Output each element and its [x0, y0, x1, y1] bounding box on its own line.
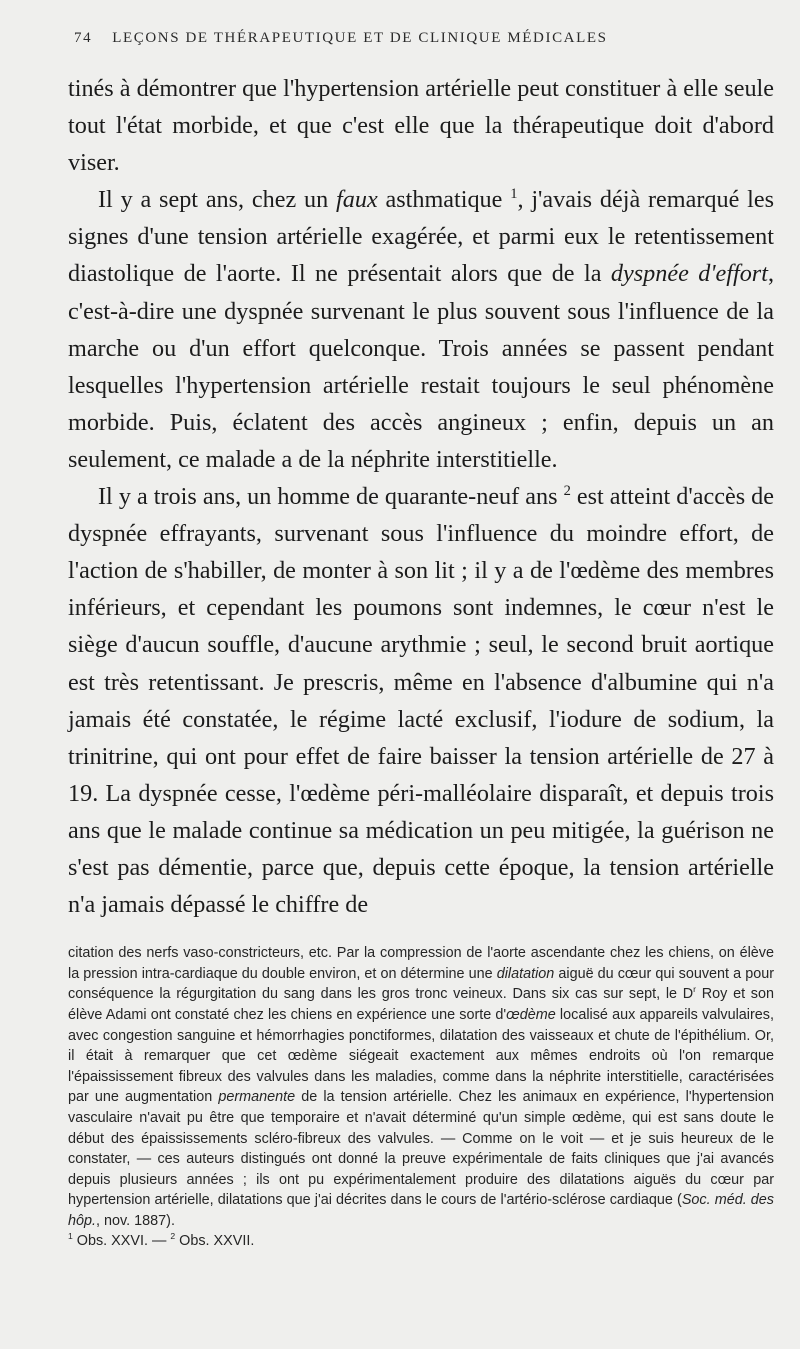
- footnotes: [68, 943, 774, 1252]
- footnote-continuation: citation des nerfs vaso-constricteurs, etc. Par la compression de l'aorte ascendante chez les chiens, on élève la pression intra-cardiaque du double environ, et on détermine une dilatation aiguë du cœur qui souvent a pour conséquence la régurgitation du sang dans les gros tronc veineux. Dans six cas sur sept, le $D^r$ Roy et son élève Adami ont constaté chez les chiens en expérience une sorte d'œdème localisé aux appareils valvulaires, avec congestion sanguine et hémorrhagies ponctiformes, dilatation des vaisseaux et chute de l'épithélium. Or, il était à remarquer que cet œdème siégeait exactement aux mêmes endroits où l'on remarque l'épaississement fibreux des valvules dans les maladies, comme dans la néphrite interstitielle, caractérisées par une augmentation permanente de la tension artérielle. Chez les animaux en expérience, l'hypertension vasculaire n'avait pu être que temporaire et n'avait déterminé qu'un simple œdème, qui est sans doute le début des épaississements scléro-fibreux des valvules. — Comme on le voit — et je suis heureux de le constater, — ces auteurs distingués ont donné la preuve expérimentale de faits cliniques que j'ai avancés depuis plusieurs années ; ils ont pu expérimentalement produire des dilatations aiguës du cœur par hypertension artérielle, dilatations que j'ai décrites dans le cours de l'artério-sclérose cardiaque (Soc. méd. des hôp., nov. 1887).: [68, 945, 775, 1229]
- main-text: [68, 70, 774, 923]
- footnote-mark-1: 1: [68, 1231, 73, 1242]
- paragraph-3: Il y a trois ans, un homme de quarante-neuf ans $^2$ est atteint d'accès de dyspnée effrayants, survenant sous l'influence du moindre effort, de l'action de s'habiller, de monter à son lit ; il y a de l'œdème des membres inférieurs, et cependant les poumons sont indemnes, le cœur n'est le siège d'aucun souffle, d'aucune arythmie ; seul, le second bruit aortique est très retentissant. Je prescris, même en l'absence d'albumine qui n'a jamais été constatée, le régime lacté exclusif, l'iodure de sodium, la trinitrine, qui ont pour effet de faire baisser la tension artérielle de 27 à 19. La dyspnée cesse, l'œdème péri-malléolaire disparaît, et depuis trois ans que le malade continue sa médication un peu mitigée, la guérison ne s'est pas démentie, parce que, depuis cette époque, la tension artérielle n'a jamais dépassé le chiffre de: [68, 482, 775, 919]
- paragraph-1: tinés à démontrer que l'hypertension artérielle peut constituer à elle seule tout l'état morbide, et que c'est elle que la thérapeutique doit d'abord viser.: [68, 75, 774, 177]
- footnote-mark-2: 2: [170, 1231, 176, 1242]
- running-head: [74, 30, 774, 56]
- footnote-ref-2: 2: [563, 482, 571, 499]
- book-page: [68, 30, 774, 1252]
- running-title: LEÇONS DE THÉRAPEUTIQUE ET DE CLINIQUE MÉDICALES: [112, 30, 608, 46]
- paragraph-2: Il y a sept ans, chez un faux asthmatique $^1$, j'avais déjà remarqué les signes d'une tension artérielle exagérée, et parmi eux le retentissement diastolique de l'aorte. Il ne présentait alors que de la dyspnée d'effort, c'est-à-dire une dyspnée survenant le plus souvent sous l'influence de la marche ou d'un effort quelconque. Trois années se passent pendant lesquelles l'hypertension artérielle restait toujours le seul phénomène morbide. Puis, éclatent des accès angineux ; enfin, depuis un an seulement, ce malade a de la néphrite interstitielle.: [68, 186, 774, 473]
- page-number: 74: [74, 30, 93, 46]
- footnote-ref-1: 1: [510, 186, 518, 203]
- emphasis-faux: faux: [336, 186, 378, 214]
- footnote-observations: $^1$ Obs. XXVI. — $^2$ Obs. XXVII.: [68, 1231, 255, 1250]
- emphasis-dyspnee-effort: dyspnée d'effort: [610, 260, 768, 288]
